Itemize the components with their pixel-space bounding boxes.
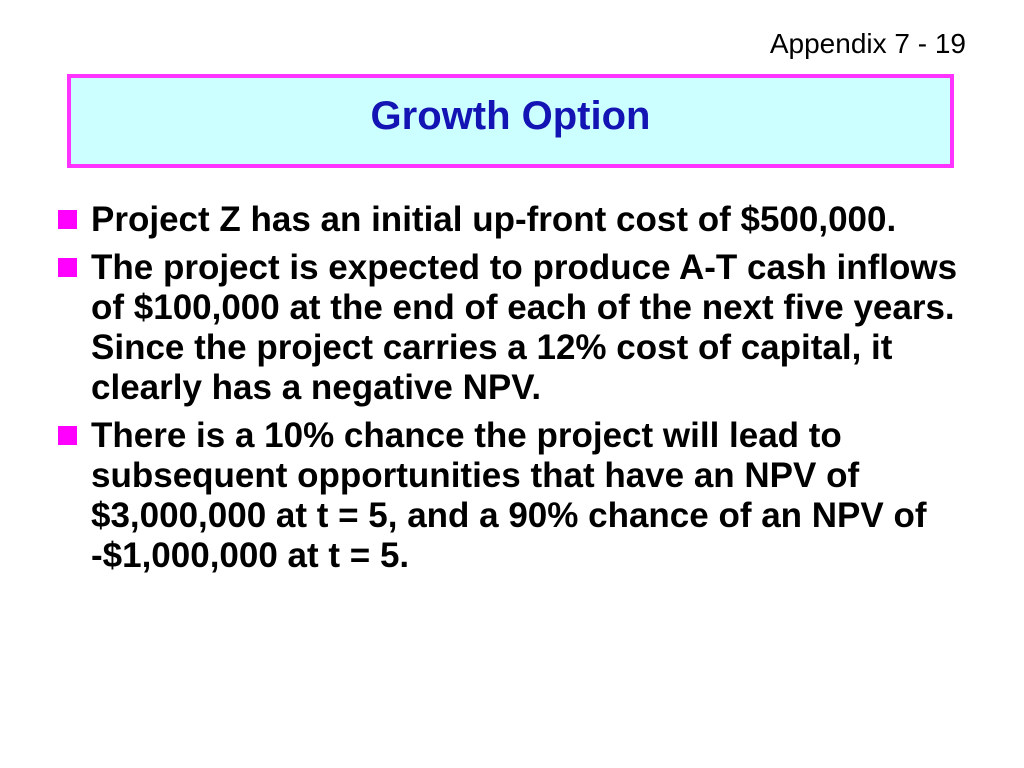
slide-title: Growth Option — [370, 93, 651, 138]
bullet-list — [58, 200, 978, 584]
square-bullet-icon — [58, 210, 77, 229]
bullet-item — [58, 200, 978, 240]
bullet-text: Project Z has an initial up-front cost of $500,000. — [91, 200, 897, 239]
bullet-item — [58, 416, 978, 576]
title-box — [67, 74, 954, 168]
slide-number: Appendix 7 - 19 — [769, 28, 966, 59]
square-bullet-icon — [58, 426, 77, 445]
bullet-item — [58, 248, 978, 408]
bullet-text: There is a 10% chance the project will lead to subsequent opportunities that have an NPV of $3,000,000 at t = 5, and a 90% chance of an NPV of -$1,000,000 at t = 5. — [91, 416, 927, 575]
square-bullet-icon — [58, 258, 77, 277]
bullet-text: The project is expected to produce A-T cash inflows of $100,000 at the end of each of the next five years. Since the project carries a 12% cost of capital, it clearly has a negative NPV. — [91, 248, 958, 407]
